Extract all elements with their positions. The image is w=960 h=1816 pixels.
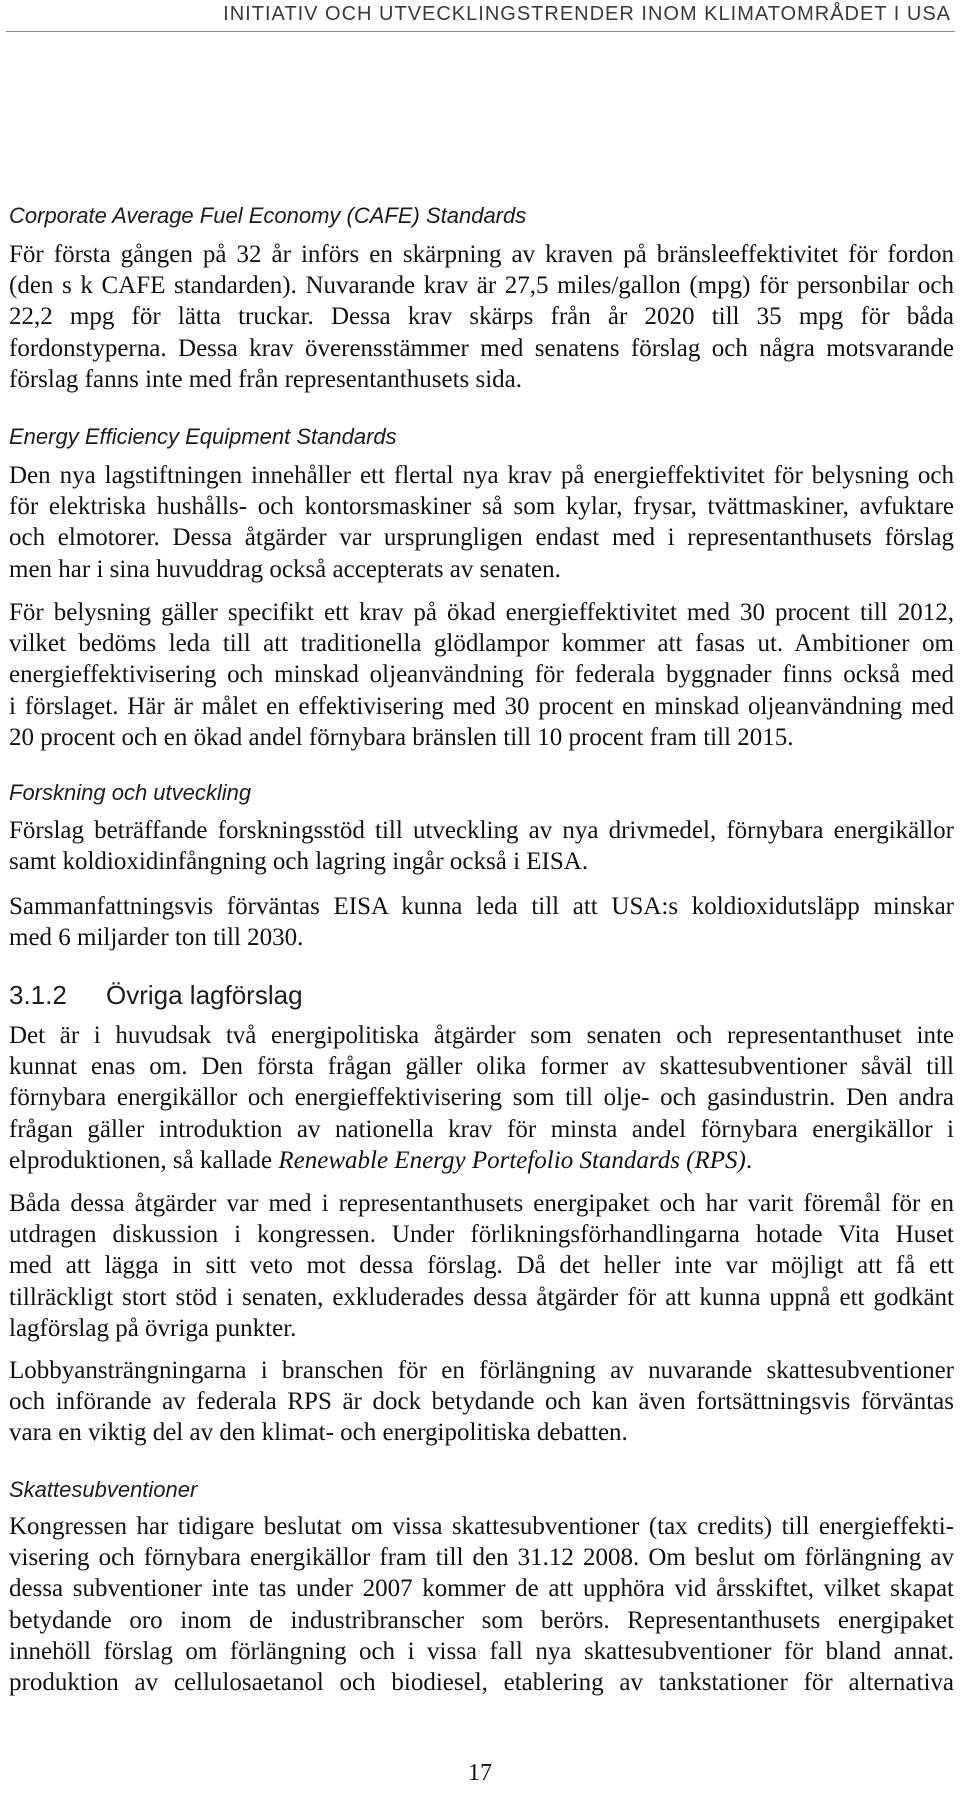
text-line: och införande av federala RPS är dock betydande och kan även fortsättningsvis förväntas: [9, 1388, 954, 1416]
text-line: vara en viktig del av den klimat- och energipolitiska debatten.: [9, 1419, 628, 1447]
text-line: För belysning gäller specifikt ett krav på ökad energieffektivitet med 30 procent till 2012,: [9, 599, 954, 626]
text-line-end: .: [745, 1146, 753, 1174]
section-number: 3.1.2: [9, 980, 67, 1010]
text-line: med 6 miljarder ton till 2030.: [9, 924, 304, 952]
text-line: (den s k CAFE standarden). Nuvarande krav är 27,5 miles/gallon (mpg) för personbilar och: [9, 272, 954, 300]
text-line: dessa subventioner inte tas under 2007 kommer de att upphöra vid årsskiftet, vilket skapat: [9, 1575, 954, 1603]
text-line: innehöll förslag om förlängning och i vissa fall nya skattesubventioner för bland annat.: [9, 1637, 954, 1665]
text-line: lagförslag på övriga punkter.: [9, 1314, 297, 1342]
text-line: förslag fanns inte med från representanthusets sida.: [9, 365, 523, 393]
heading-energy-efficiency: Energy Efficiency Equipment Standards: [9, 424, 397, 449]
text-line: 22,2 mpg för lätta truckar. Dessa krav skärps från år 2020 till 35 mpg för båda: [9, 303, 954, 331]
text-line: Förslag beträffande forskningsstöd till utveckling av nya drivmedel, förnybara energikällor: [9, 817, 954, 844]
header-rule: [6, 31, 955, 32]
text-line: För första gången på 32 år införs en skärpning av kraven på bränsleeffektivitet för fordon: [9, 241, 954, 268]
paragraph-other-proposals-1: [9, 1020, 954, 1176]
text-line: Båda dessa åtgärder var med i representanthusets energipaket och har varit föremål för en: [9, 1190, 954, 1217]
paragraph-research-1: [9, 815, 954, 877]
text-line: i förslaget. Här är målet en effektivisering med 30 procent en minskad oljeanvändning med: [9, 692, 954, 720]
text-line: 20 procent och en ökad andel förnybara bränslen till 10 procent fram till 2015.: [9, 723, 794, 751]
text-line: kunnat enas om. Den första frågan gäller olika former av skattesubventioner såväl till: [9, 1053, 954, 1081]
text-line: men har i sina huvuddrag också accepterats av senaten.: [9, 555, 561, 583]
text-line: Sammanfattningsvis förväntas EISA kunna leda till att USA:s koldioxidutsläpp minskar: [9, 893, 954, 920]
text-line: tillräckligt stort stöd i senaten, exkluderades dessa åtgärder för att kunna uppnå ett godkänt: [9, 1283, 954, 1311]
text-line: Den nya lagstiftningen innehåller ett flertal nya krav på energieffektivitet för belysning och: [9, 462, 954, 489]
heading-cafe-standards: Corporate Average Fuel Economy (CAFE) Standards: [9, 203, 527, 228]
text-line: frågan gäller introduktion av nationella krav för minsta andel förnybara energikällor i: [9, 1115, 954, 1143]
text-line: energieffektivisering och minskad oljeanvändning för federala byggnader finns också med: [9, 661, 954, 689]
heading-research: Forskning och utveckling: [9, 780, 252, 805]
text-line-start: elproduktionen, så kallade: [9, 1146, 279, 1174]
paragraph-other-proposals-3: [9, 1355, 954, 1449]
text-line: Det är i huvudsak två energipolitiska åtgärder som senaten och representanthuset inte: [9, 1022, 954, 1049]
text-line: Lobbyansträngningarna i branschen för en förlängning av nuvarande skattesubventioner: [9, 1357, 954, 1384]
text-line: och elmotorer. Dessa åtgärder var ursprungligen endast med i representanthusets förslag: [9, 524, 954, 552]
text-line: [9, 1145, 954, 1176]
paragraph-energy-efficiency-2: [9, 597, 954, 753]
section-title: Övriga lagförslag: [106, 980, 303, 1010]
paragraph-energy-efficiency-1: [9, 460, 954, 585]
text-line: visering och förnybara energikällor fram till den 31.12 2008. Om beslut om förlängning av: [9, 1544, 954, 1572]
page-number: 17: [468, 1760, 492, 1786]
text-line: betydande oro inom de industribranscher som berörs. Representanthusets energipaket: [9, 1606, 954, 1634]
text-line: för elektriska hushålls- och kontorsmaskiner så som kylar, frysar, tvättmaskiner, avfuktare: [9, 493, 954, 521]
text-line: samt koldioxidinfångning och lagring ingår också i EISA.: [9, 848, 589, 876]
text-line: produktion av cellulosaetanol och biodiesel, etablering av tankstationer för alternativa: [9, 1668, 954, 1696]
text-line: vilket bedöms leda till att traditionella glödlampor kommer att fasas ut. Ambitioner om: [9, 630, 954, 658]
paragraph-research-2: [9, 891, 954, 953]
text-line: Kongressen har tidigare beslutat om vissa skattesubventioner (tax credits) till energieffekti-: [9, 1513, 954, 1540]
running-header: INITIATIV OCH UTVECKLINGSTRENDER INOM KLIMATOMRÅDET I USA: [223, 3, 951, 25]
text-line: förnybara energikällor och energieffektivisering som till olje- och gasindustrin. Den andra: [9, 1084, 954, 1112]
heading-tax-subsidies: Skattesubventioner: [9, 1477, 198, 1502]
text-line: med att lägga in sitt veto mot dessa förslag. Då det heller inte var möjligt att få ett: [9, 1252, 954, 1280]
paragraph-cafe: [9, 239, 954, 395]
text-line: fordonstyperna. Dessa krav överensstämmer med senatens förslag och några motsvarande: [9, 334, 954, 362]
rps-term: Renewable Energy Portefolio Standards (RPS): [278, 1146, 746, 1174]
paragraph-other-proposals-2: [9, 1188, 954, 1344]
text-line: utdragen diskussion i kongressen. Under förlikningsförhandlingarna hotade Vita Huset: [9, 1221, 954, 1249]
paragraph-tax-subsidies: [9, 1511, 954, 1698]
